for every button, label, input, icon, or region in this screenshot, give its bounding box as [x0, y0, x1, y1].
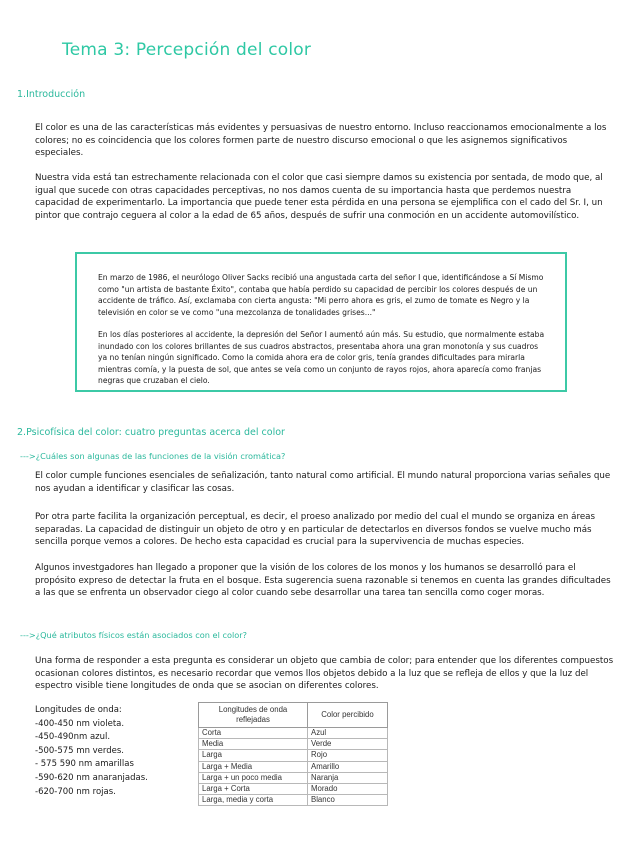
table-cell: Media: [199, 739, 308, 750]
list-item: -400-450 nm violeta.: [35, 718, 125, 729]
subquestion-funciones: --->¿Cuáles son algunas de las funciones de la visión cromática?: [20, 451, 286, 461]
table-row: [199, 728, 388, 739]
quote-paragraph-2: En los días posteriores al accidente, la depresión del Señor I aumentó aún más. Su estudio, que normalmente estaba inundado con los colores brillantes de sus cuadros abstractos, presentaba ahora una gran monotonía y sus cuadros ya no tenían ningún significado. Como la comida ahora era de color gris, tenía grandes dificultades para mirarla mientras comía, y la puesta de sol, que antes se veía como un conjunto de rayos rojos, ahora aparecía como franjas negras que cruzaban el cielo.: [98, 330, 545, 386]
functions-paragraph-1: El color cumple funciones esenciales de señalización, tanto natural como artificial. El mundo natural proporciona varias señales que nos ayudan a identificar y clasificar las cosas.: [35, 471, 611, 494]
table-header: Color percibido: [308, 703, 388, 728]
attributes-paragraph: Una forma de responder a esta pregunta es considerar un objeto que cambia de color; para entender que los diferentes compuestos ocasionan colores distintos, es necesario recordar que vemos llos objetos debido a la luz que se refleja de ellos y que la luz del espectro visible tiene longitudes de onda que se asocian on diferentes colores.: [35, 656, 614, 692]
page-title: Tema 3: Percepción del color: [62, 40, 312, 60]
table-cell: Larga, media y corta: [199, 795, 308, 806]
table-cell: Larga: [199, 750, 308, 761]
quote-paragraph-1: En marzo de 1986, el neurólogo Oliver Sacks recibió una angustada carta del señor I que, identificándose a Sí Mismo como "un artista de bastante Éxito", contaba que había perdido su capacidad de percibir los colores después de un accidente de tráfico. Así, exclamaba con cierta angusta: "Mi perro ahora es gris, el zumo de tomate es Negro y la televisión en color se ve como "una mezcolanza de tonalidades grises...": [98, 273, 544, 317]
table-cell: Rojo: [308, 750, 388, 761]
subquestion-atributos: --->¿Qué atributos físicos están asociados con el color?: [20, 630, 247, 640]
table-cell: Larga + Corta: [199, 784, 308, 795]
wavelength-list: [35, 704, 148, 799]
list-item: Longitudes de onda:: [35, 705, 122, 715]
table-cell: Blanco: [308, 795, 388, 806]
table-row: [199, 761, 388, 772]
table-cell: Azul: [308, 728, 388, 739]
section-heading-psicofisica: 2.Psicofísica del color: cuatro preguntas acerca del color: [17, 427, 285, 438]
section-heading-introduccion: 1.Introducción: [17, 89, 86, 100]
list-item: -590-620 nm anaranjadas.: [35, 772, 148, 783]
table-cell: Corta: [199, 728, 308, 739]
table-row: [199, 795, 388, 806]
functions-paragraph-3: Algunos investgadores han llegado a proponer que la visión de los colores de los monos y los humanos se desarrolló para el propósito expreso de detectar la fruta en el bosque. Esta sugerencia suena razonable si tenemos en cuenta las grandes dificultades a las que se enfrenta un observador ciego al color cuando sebe desarrollar una tarea tan sencilla como coger moras.: [35, 563, 611, 599]
list-item: - 575 590 nm amarillas: [35, 759, 134, 770]
table-cell: Verde: [308, 739, 388, 750]
table-cell: Morado: [308, 784, 388, 795]
functions-paragraph-2: Por otra parte facilita la organización perceptual, es decir, el proeso analizado por medio del cual el mundo se organiza en áreas separadas. La capacidad de distinguir un objeto de otro y en particular de detectarlos en diversos fondos se vuelve mucho más sencilla porque vemos a colores. De hecho esta capacidad es crucial para la supervivencia de muchas especies.: [35, 512, 596, 548]
color-table: [198, 702, 388, 806]
table-cell: Naranja: [308, 772, 388, 783]
list-item: -450-490nm azul.: [35, 732, 111, 743]
list-item: -500-575 mn verdes.: [35, 745, 125, 756]
intro-paragraph-2: Nuestra vida está tan estrechamente relacionada con el color que casi siempre damos su existencia por sentada, de modo que, al igual que sucede con otras capacidades perceptivas, no nos damos cuenta de su importancia hasta que perdemos nuestra capacidad de experimentarlo. La importancia que puede tener esta pérdida en una persona se ejemplifica con el cado del Sr. I, un pintor que contrajo ceguera al color a la edad de 65 años, después de sufrir una conmoción en un accidente automovilístico.: [35, 173, 603, 221]
table-cell: Larga + un poco media: [199, 772, 308, 783]
quote-box: [75, 252, 567, 392]
table-row: [199, 784, 388, 795]
table-row: [199, 739, 388, 750]
table-cell: Amarillo: [308, 761, 388, 772]
intro-paragraph-1: El color es una de las características más evidentes y persuasivas de nuestro entorno. Incluso reaccionamos emocionalmente a los colores; no es coincidencia que los colores formen parte de nuestro discurso emocional o que les asignemos significativos especiales.: [35, 123, 607, 159]
table-row: [199, 772, 388, 783]
table-cell: Larga + Media: [199, 761, 308, 772]
table-row: [199, 750, 388, 761]
list-item: -620-700 nm rojas.: [35, 786, 116, 797]
table-header: Longitudes de onda reflejadas: [199, 703, 308, 728]
